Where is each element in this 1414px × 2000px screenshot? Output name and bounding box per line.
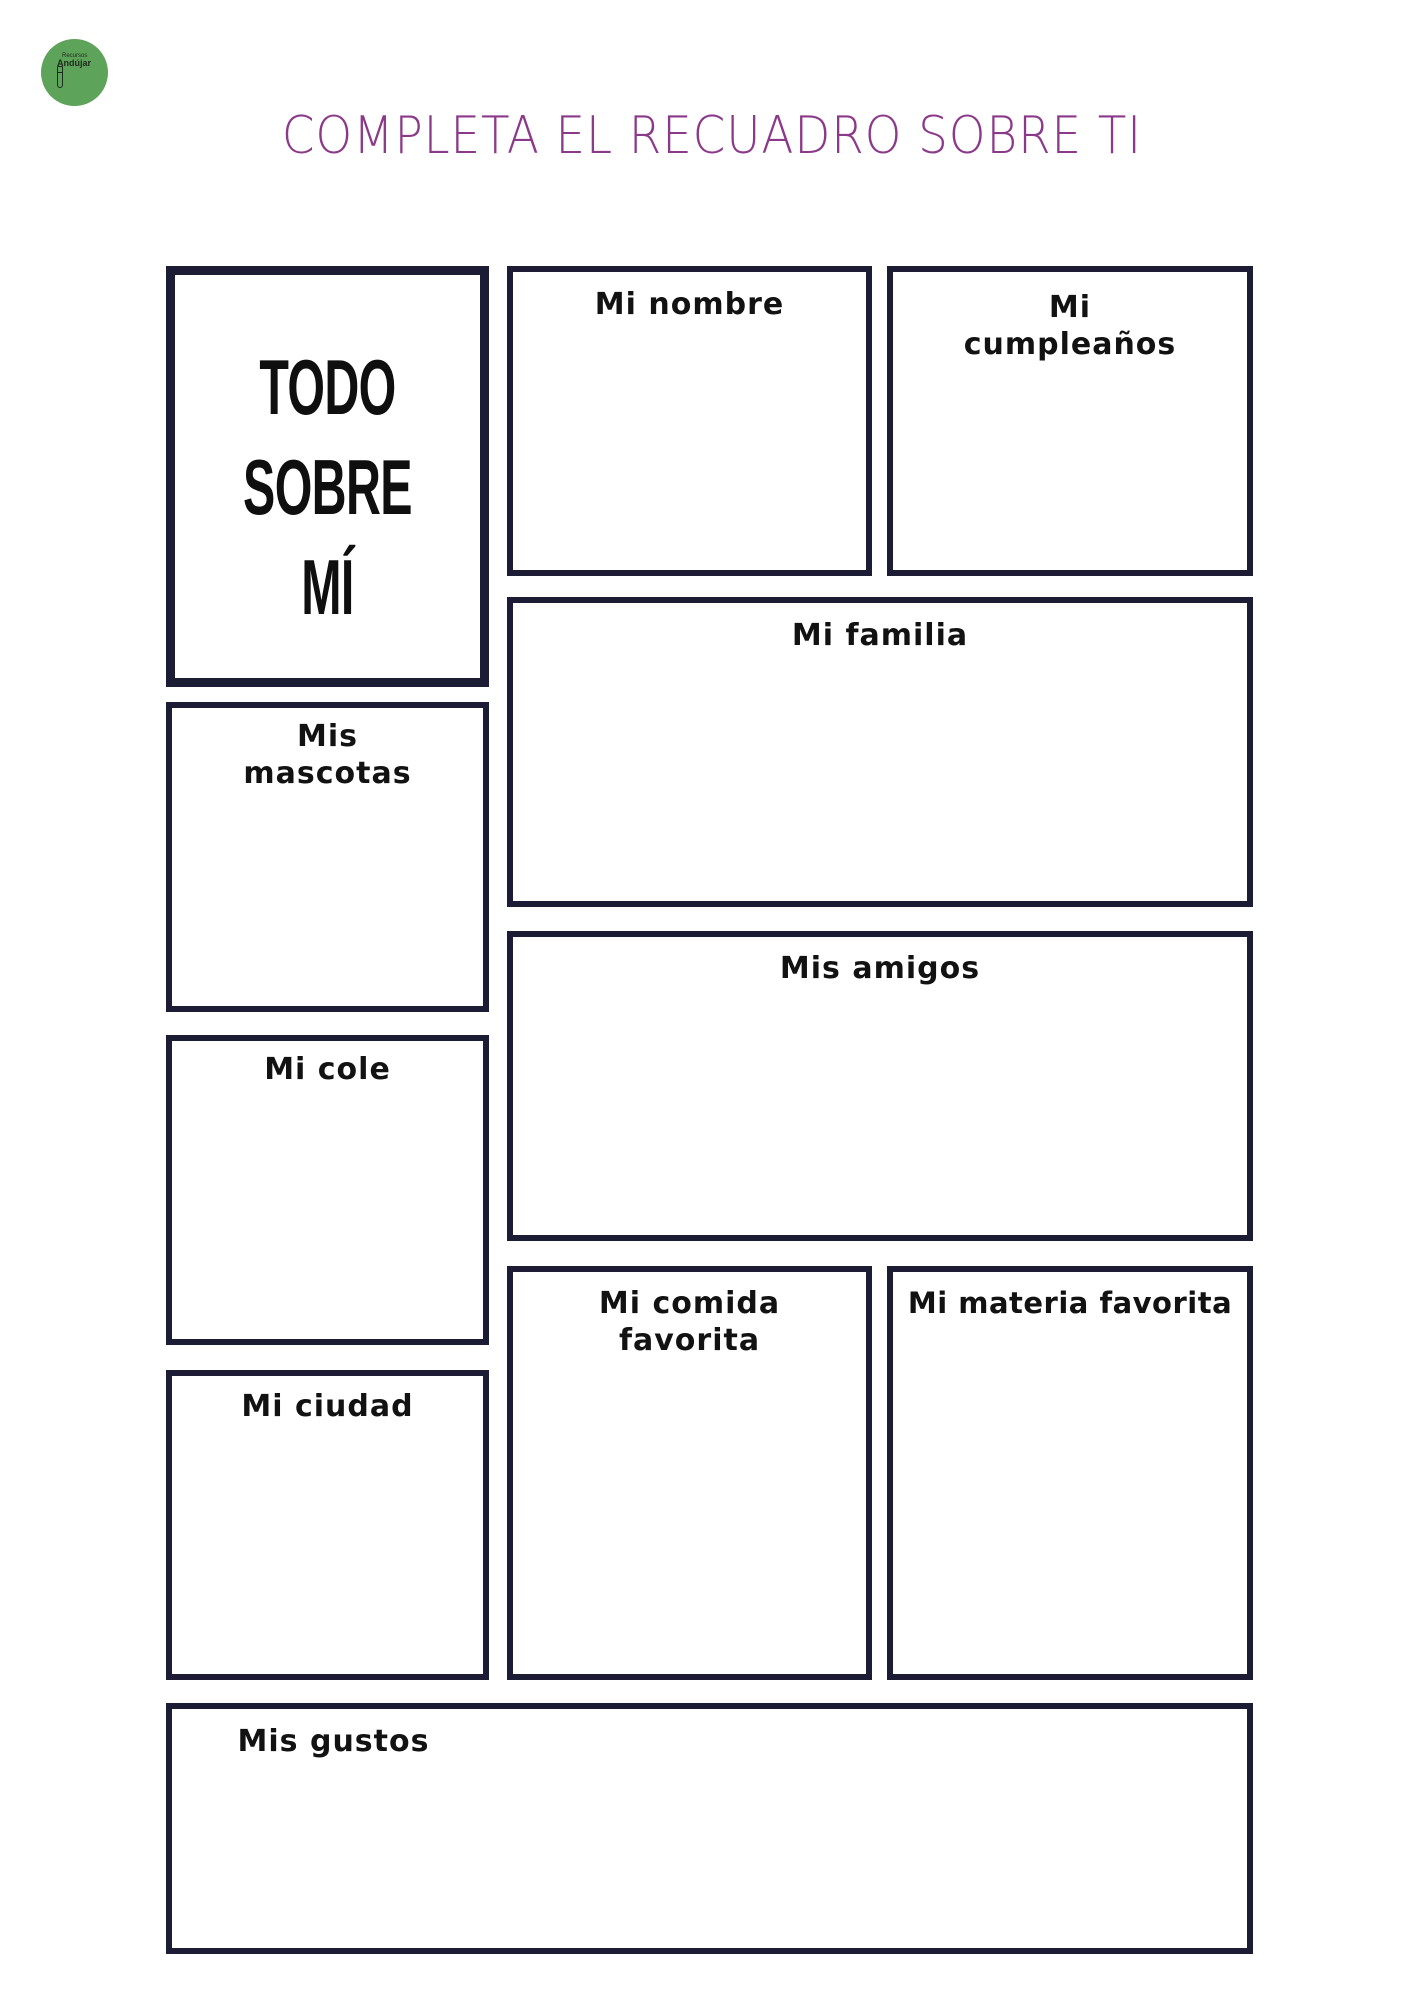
mis-mascotas-label: Mis mascotas bbox=[243, 719, 412, 791]
mi-cole-box[interactable] bbox=[166, 1035, 489, 1345]
mi-familia-label: Mi familia bbox=[791, 618, 969, 653]
mi-ciudad-label: Mi ciudad bbox=[241, 1389, 414, 1424]
pencil-icon bbox=[57, 66, 63, 88]
todo-sobre-mi-title: TODO SOBRE MÍ bbox=[243, 343, 412, 631]
mi-nombre-box[interactable] bbox=[507, 266, 872, 576]
todo-sobre-mi-box bbox=[166, 266, 489, 687]
mi-comida-favorita-box[interactable] bbox=[507, 1266, 872, 1680]
mis-amigos-label: Mis amigos bbox=[779, 951, 981, 986]
mis-gustos-label: Mis gustos bbox=[237, 1724, 430, 1759]
mi-ciudad-box[interactable] bbox=[166, 1370, 489, 1680]
mis-amigos-box[interactable] bbox=[507, 931, 1253, 1241]
mi-cumpleanos-label: Mi cumpleaños bbox=[963, 290, 1177, 362]
page-title-text: COMPLETA EL RECUADRO SOBRE TI bbox=[281, 106, 1142, 166]
mi-nombre-label: Mi nombre bbox=[594, 287, 785, 322]
mis-mascotas-box[interactable] bbox=[166, 702, 489, 1012]
logo-name: Andújar bbox=[57, 58, 92, 68]
mi-familia-box[interactable] bbox=[507, 597, 1253, 907]
mi-materia-favorita-label: Mi materia favorita bbox=[907, 1286, 1233, 1320]
mi-cole-label: Mi cole bbox=[264, 1052, 391, 1087]
page-title bbox=[76, 106, 1349, 166]
mi-cumpleanos-box[interactable] bbox=[887, 266, 1253, 576]
logo-small-text: Recursos bbox=[62, 53, 88, 59]
mi-comida-favorita-label: Mi comida favorita bbox=[598, 1286, 781, 1358]
mis-gustos-box[interactable] bbox=[166, 1703, 1253, 1954]
logo bbox=[41, 39, 108, 106]
mi-materia-favorita-box[interactable] bbox=[887, 1266, 1253, 1680]
